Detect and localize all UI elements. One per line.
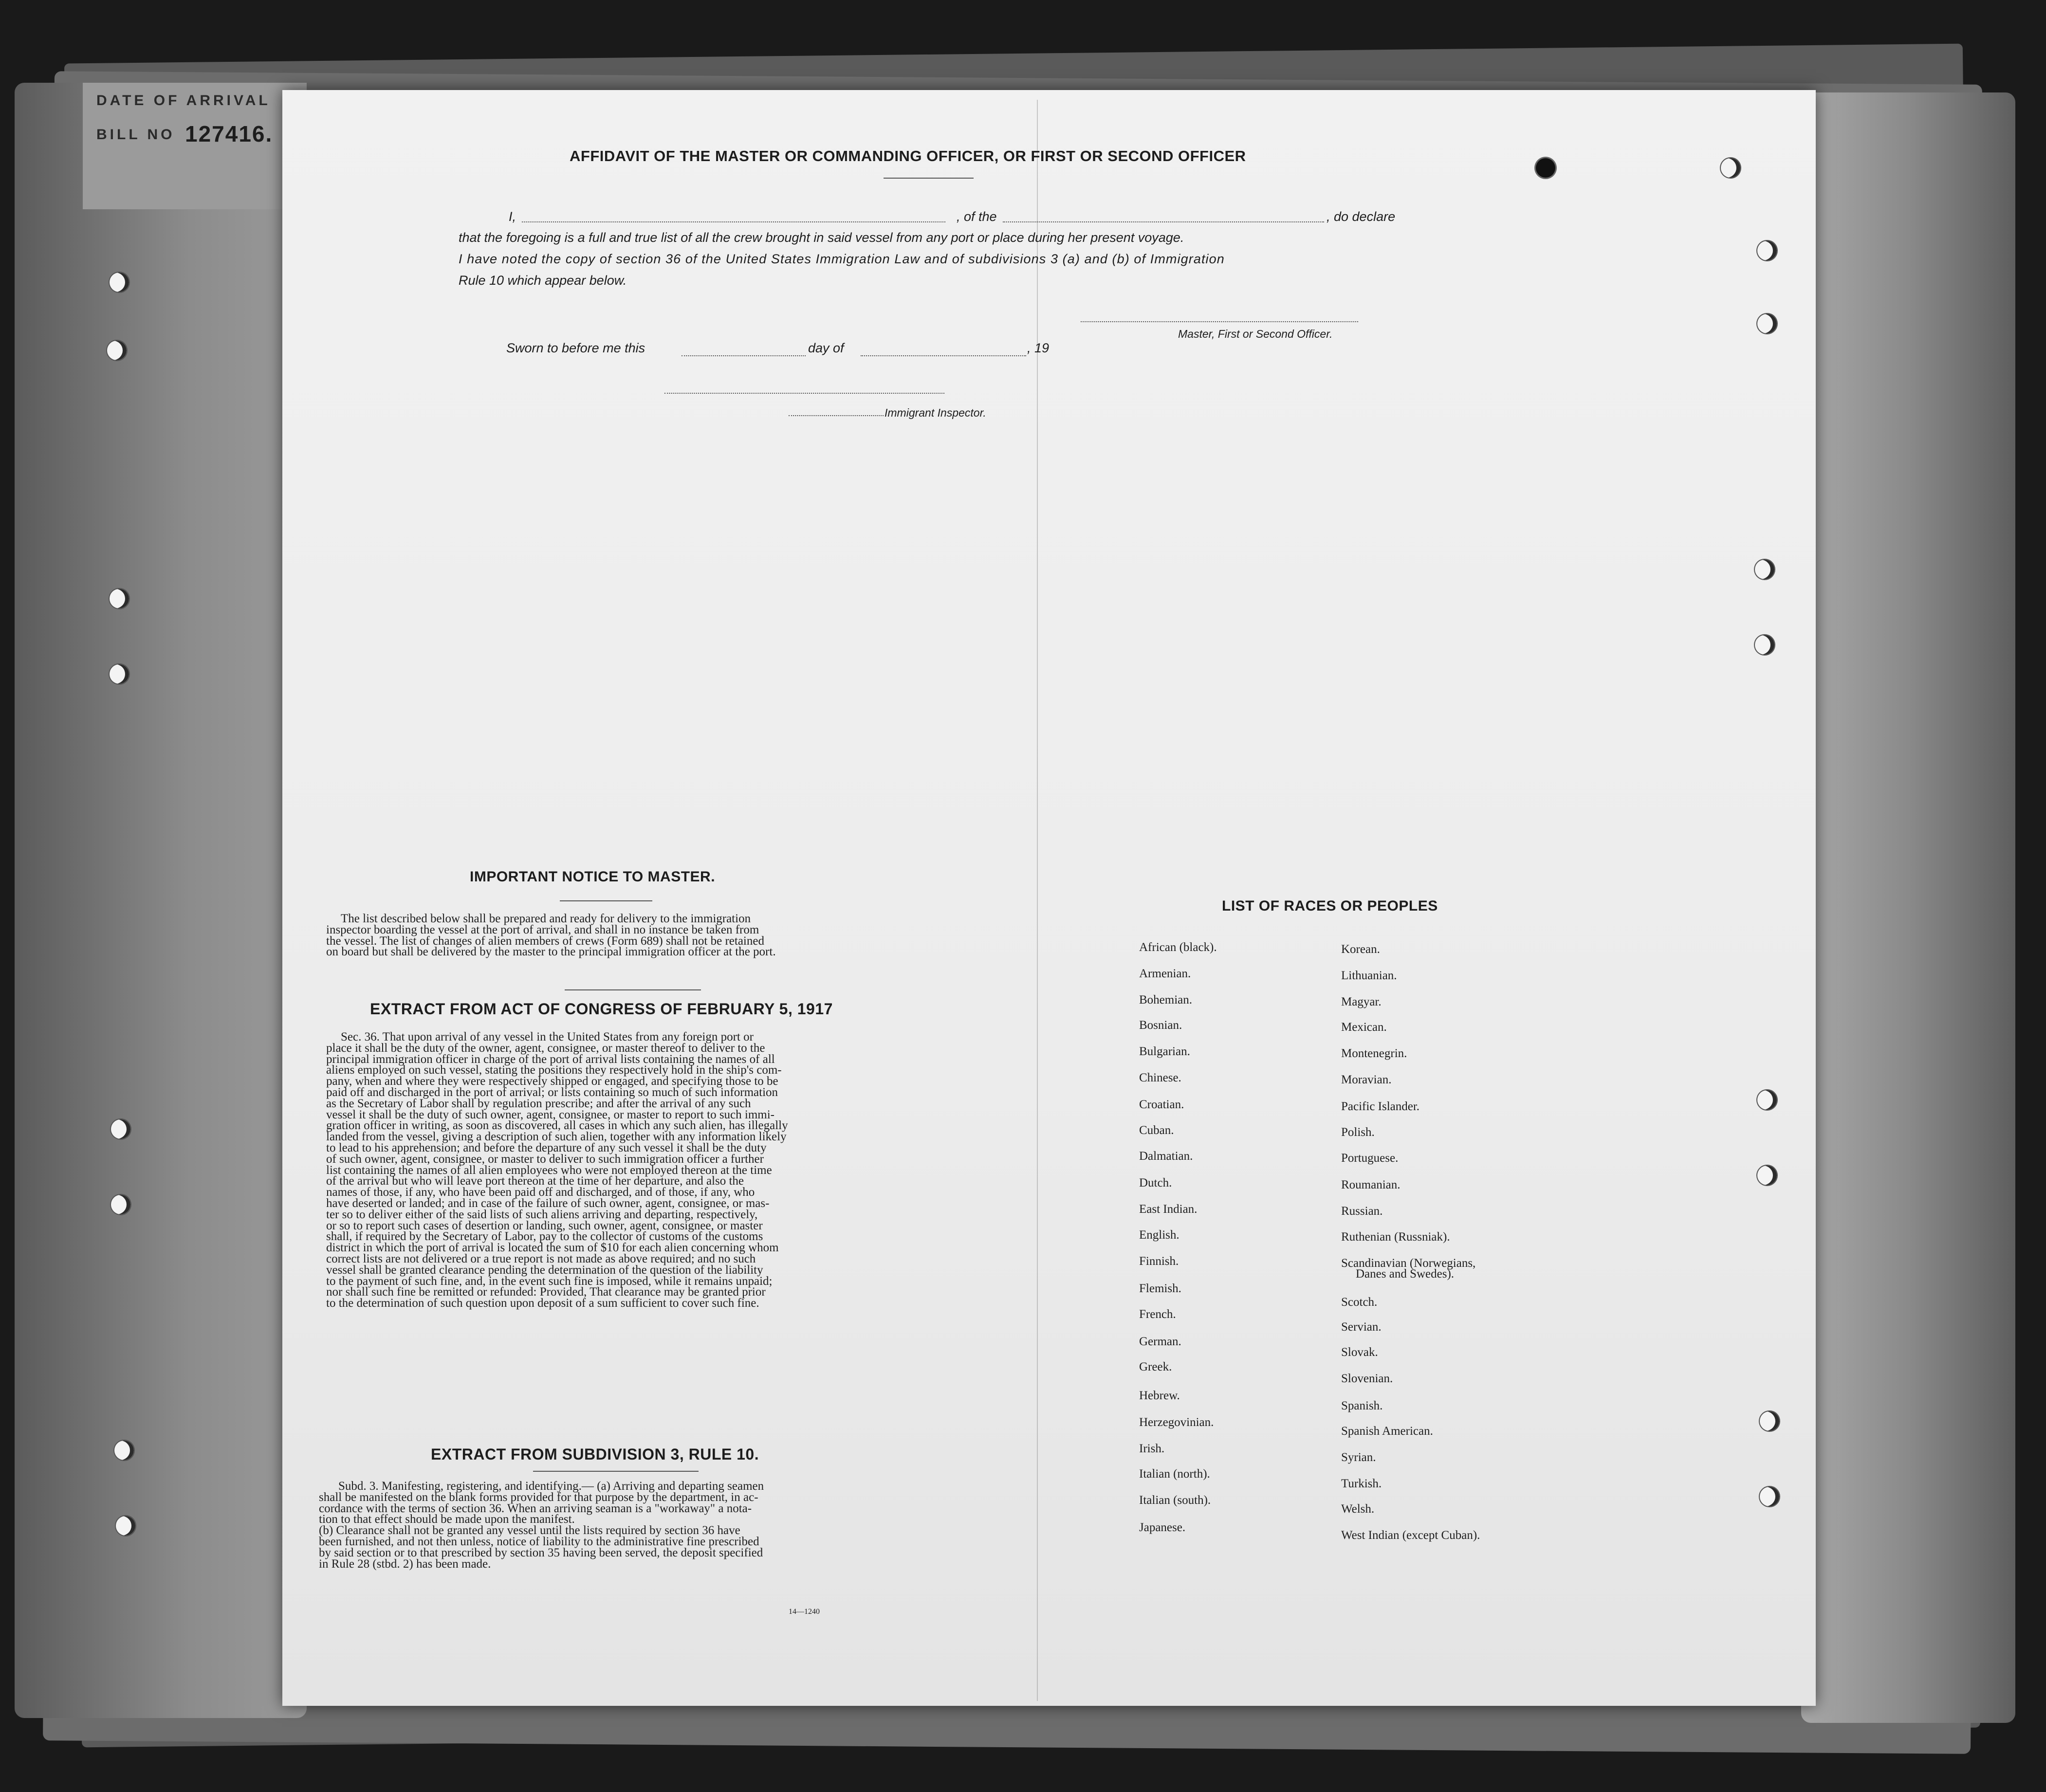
- binder-hole-icon: [1757, 241, 1777, 260]
- race-item: Slovak.: [1341, 1346, 1378, 1359]
- race-item: Italian (north).: [1139, 1467, 1210, 1481]
- race-item: Magyar.: [1341, 995, 1382, 1008]
- race-item: Ruthenian (Russniak).: [1341, 1230, 1450, 1243]
- notice-line: The list described below shall be prepared and ready for delivery to the immigration: [341, 912, 751, 925]
- rule-line: (b) Clearance shall not be granted any vessel until the lists required by section 36 have: [319, 1524, 740, 1537]
- affidavit-title: AFFIDAVIT OF THE MASTER OR COMMANDING OFFICER, OR FIRST OR SECOND OFFICER: [570, 147, 1246, 165]
- rule-line: by said section or to that prescribed by section 35 having been served, the deposit specified: [319, 1546, 763, 1559]
- binder-hole-icon: [111, 1195, 130, 1214]
- rule-line: tion to that effect should be made upon the manifest.: [319, 1513, 575, 1526]
- race-item: German.: [1139, 1335, 1181, 1348]
- race-item: Hebrew.: [1139, 1389, 1180, 1402]
- punch-hole-icon: [1536, 158, 1555, 178]
- race-item: Dutch.: [1139, 1176, 1172, 1189]
- date-of-arrival-label: DATE OF ARRIVAL: [96, 92, 271, 109]
- rule-line: shall be manifested on the blank forms provided for that purpose by the department, in ac-: [319, 1490, 758, 1504]
- notice-body: [326, 914, 871, 958]
- race-item: Armenian.: [1139, 967, 1191, 980]
- center-fold-line: [1037, 100, 1038, 1701]
- act-line: aliens employed on such vessel, stating the positions they respectively hold in the ship's com-: [326, 1063, 782, 1077]
- act-line: names of those, if any, who have been paid off and discharged, and of those, if any, who: [326, 1186, 755, 1199]
- race-item: East Indian.: [1139, 1203, 1198, 1216]
- act-line: pany, when and where they were respectively shipped or engaged, and specifying those to be: [326, 1075, 778, 1088]
- act-line: principal immigration officer in charge of the port of arrival lists containing the names of all: [326, 1052, 775, 1066]
- race-item: Montenegrin.: [1341, 1047, 1407, 1060]
- act-line: gration officer in writing, as soon as discovered, all cases in which any such alien, has illegally: [326, 1119, 788, 1133]
- inspector-caption: Immigrant Inspector.: [885, 406, 986, 419]
- races-title: LIST OF RACES OR PEOPLES: [1222, 898, 1438, 914]
- race-item: Bosnian.: [1139, 1019, 1182, 1032]
- act-line: ter so to deliver either of the said lists of such aliens arriving and departing, respectively,: [326, 1207, 758, 1221]
- act-line: vessel it shall be the duty of such owner, agent, consignee, or master to report to such immi-: [326, 1108, 774, 1121]
- sworn-day-blank[interactable]: [682, 355, 806, 356]
- race-item: Lithuanian.: [1341, 969, 1397, 982]
- form-sheet: [282, 90, 1816, 1706]
- binder-hole-icon: [1760, 1411, 1779, 1431]
- race-item: Herzegovinian.: [1139, 1416, 1214, 1429]
- sworn-month-blank[interactable]: [861, 355, 1026, 356]
- act-line: to the determination of such question upon deposit of a sum sufficient to cover such fine.: [326, 1297, 759, 1310]
- binder-hole-icon: [110, 589, 129, 608]
- bill-no-label: BILL NO: [96, 127, 175, 143]
- act-line: place it shall be the duty of the owner, agent, consignee, or master thereof to deliver to the: [326, 1041, 765, 1055]
- binder-hole-icon: [1755, 560, 1774, 579]
- act-line: or so to report such cases of desertion or landing, such owner, agent, consignee, or master: [326, 1219, 763, 1232]
- underlying-page-header-strip: [83, 83, 307, 209]
- rule-line: been furnished, and not then unless, notice of liability to the administrative fine prescribed: [319, 1535, 759, 1548]
- race-item: Slovenian.: [1341, 1372, 1393, 1385]
- race-item: Finnish.: [1139, 1255, 1179, 1268]
- act-line: of the arrival but who will leave port thereon at the time of her departure, and also the: [326, 1174, 744, 1188]
- notice-line: on board but shall be delivered by the master to the principal immigration officer at the port.: [326, 945, 776, 959]
- act-line: paid off and discharged in the port of arrival; or lists containing so much of such information: [326, 1085, 778, 1099]
- binder-hole-icon: [1757, 314, 1777, 333]
- race-item: Spanish.: [1341, 1399, 1383, 1412]
- race-item: Bulgarian.: [1139, 1045, 1190, 1058]
- notice-line: the vessel. The list of changes of alien members of crews (Form 689) shall not be retained: [326, 934, 764, 948]
- race-item: West Indian (except Cuban).: [1341, 1529, 1480, 1542]
- race-item: Moravian.: [1341, 1073, 1392, 1086]
- binder-hole-icon: [1757, 1090, 1777, 1110]
- act-line: list containing the names of all alien employees who were not employed thereon at the time: [326, 1163, 772, 1177]
- race-item: English.: [1139, 1228, 1180, 1242]
- race-item: Scandinavian (Norwegians,: [1341, 1257, 1476, 1270]
- race-item: Pacific Islander.: [1341, 1100, 1420, 1113]
- rule-title-underline: [533, 1471, 699, 1472]
- race-item: French.: [1139, 1308, 1176, 1321]
- inspector-signature-line[interactable]: [664, 393, 944, 394]
- act-line: have deserted or landed; and in case of the failure of such owner, agent, consignee, or mas-: [326, 1196, 770, 1210]
- notice-divider: [565, 989, 701, 990]
- binder-hole-icon: [110, 273, 129, 292]
- act-line: as the Secretary of Labor shall by regulation prescribe; and after the arrival of any such: [326, 1097, 751, 1110]
- officer-signature-line[interactable]: [1081, 321, 1358, 322]
- race-item: Cuban.: [1139, 1124, 1174, 1137]
- binder-hole-icon: [111, 1119, 130, 1139]
- binder-hole-icon: [114, 1441, 134, 1460]
- rule-title: EXTRACT FROM SUBDIVISION 3, RULE 10.: [431, 1445, 759, 1463]
- act-line: vessel shall be granted clearance pending the determination of the question of the liability: [326, 1263, 763, 1277]
- race-item: Russian.: [1341, 1205, 1383, 1218]
- binder-hole-icon: [116, 1516, 135, 1536]
- rule-line: Subd. 3. Manifesting, registering, and identifying.— (a) Arriving and departing seamen: [338, 1480, 764, 1493]
- notice-line: inspector boarding the vessel at the port of arrival, and shall in no instance be taken from: [326, 923, 759, 936]
- binder-hole-icon: [1760, 1487, 1779, 1506]
- race-item: Japanese.: [1139, 1521, 1186, 1534]
- race-item: Korean.: [1341, 943, 1380, 956]
- race-item: Irish.: [1139, 1442, 1165, 1455]
- race-item: Greek.: [1139, 1360, 1172, 1373]
- rule-body: [319, 1481, 866, 1570]
- race-item: Danes and Swedes).: [1356, 1267, 1455, 1280]
- underlying-page-right-edge: [1801, 92, 2015, 1723]
- race-item: Italian (south).: [1139, 1494, 1211, 1507]
- race-item: Chinese.: [1139, 1071, 1181, 1084]
- vessel-blank-line[interactable]: [1003, 221, 1324, 222]
- race-item: Polish.: [1341, 1126, 1375, 1139]
- binder-hole-icon: [1757, 1166, 1777, 1185]
- act-body: [326, 1032, 874, 1309]
- underlying-page-left-edge: [15, 83, 307, 1718]
- affidavit-line-3: I have noted the copy of section 36 of the United States Immigration Law and of subdivisions 3 (a) and (b) of Immigration: [459, 252, 1225, 266]
- race-item: Croatian.: [1139, 1098, 1184, 1111]
- notice-title: IMPORTANT NOTICE TO MASTER.: [470, 869, 716, 885]
- race-item: Mexican.: [1341, 1021, 1387, 1034]
- act-line: Sec. 36. That upon arrival of any vessel in the United States from any foreign port or: [341, 1030, 754, 1043]
- race-item: Portuguese.: [1341, 1152, 1399, 1165]
- officer-caption: Master, First or Second Officer.: [1178, 328, 1333, 340]
- race-item: Servian.: [1341, 1320, 1382, 1334]
- act-line: to the payment of such fine, and, in the event such fine is imposed, while it remains unpaid;: [326, 1274, 773, 1288]
- act-line: nor shall such fine be remitted or refunded: Provided, That clearance may be granted prior: [326, 1285, 766, 1299]
- binder-hole-icon: [107, 341, 127, 360]
- act-line: district in which the port of arrival is located the sum of $10 for each alien concerning whom: [326, 1241, 779, 1255]
- act-line: of such owner, agent, consignee, or master to deliver to such immigration officer a further: [326, 1152, 764, 1166]
- day-of-label: day of: [808, 341, 844, 355]
- of-the-label: , of the: [957, 209, 997, 224]
- affidavit-line-2: that the foregoing is a full and true list of all the crew brought in said vessel from any port or place during her present voyage.: [459, 230, 1184, 245]
- act-line: correct lists are not delivered or a true report is not made as above required; and no such: [326, 1252, 756, 1265]
- notice-title-underline: [560, 900, 652, 901]
- race-item: Welsh.: [1341, 1502, 1375, 1516]
- race-item: Dalmatian.: [1139, 1150, 1193, 1163]
- race-item: African (black).: [1139, 941, 1217, 954]
- form-number: 14—1240: [789, 1608, 820, 1616]
- race-item: Turkish.: [1341, 1477, 1382, 1490]
- act-line: to lead to his apprehension; and before the departure of any such vessel it shall be the duty: [326, 1141, 767, 1154]
- year-label: , 19: [1027, 341, 1050, 355]
- rule-line: cordance with the terms of section 36. When an arriving seaman is a "workaway" a nota-: [319, 1501, 752, 1515]
- affidavit-line-4: Rule 10 which appear below.: [459, 273, 627, 288]
- binder-hole-icon: [1755, 635, 1774, 655]
- act-line: landed from the vessel, giving a description of such alien, together with any information likely: [326, 1130, 787, 1144]
- do-declare-label: , do declare: [1327, 209, 1396, 224]
- act-line: shall, if required by the Secretary of Labor, pay to the collector of customs of the customs: [326, 1230, 763, 1243]
- race-item: Flemish.: [1139, 1282, 1181, 1295]
- name-blank-line[interactable]: [522, 221, 945, 222]
- race-item: Roumanian.: [1341, 1178, 1401, 1191]
- bill-number: 127416.: [185, 121, 273, 146]
- race-item: Syrian.: [1341, 1451, 1376, 1464]
- race-item: Spanish American.: [1341, 1425, 1433, 1438]
- race-item: Scotch.: [1341, 1296, 1378, 1309]
- act-title: EXTRACT FROM ACT OF CONGRESS OF FEBRUARY 5, 1917: [370, 1000, 833, 1018]
- sworn-label: Sworn to before me this: [506, 341, 645, 355]
- inspector-caption-lead: [789, 415, 884, 416]
- title-underline: [884, 178, 974, 179]
- binder-hole-icon: [1721, 158, 1740, 178]
- rule-line: in Rule 28 (stbd. 2) has been made.: [319, 1557, 491, 1571]
- binder-hole-icon: [110, 664, 129, 684]
- race-item: Bohemian.: [1139, 993, 1193, 1006]
- affidavit-i-label: I,: [509, 209, 516, 224]
